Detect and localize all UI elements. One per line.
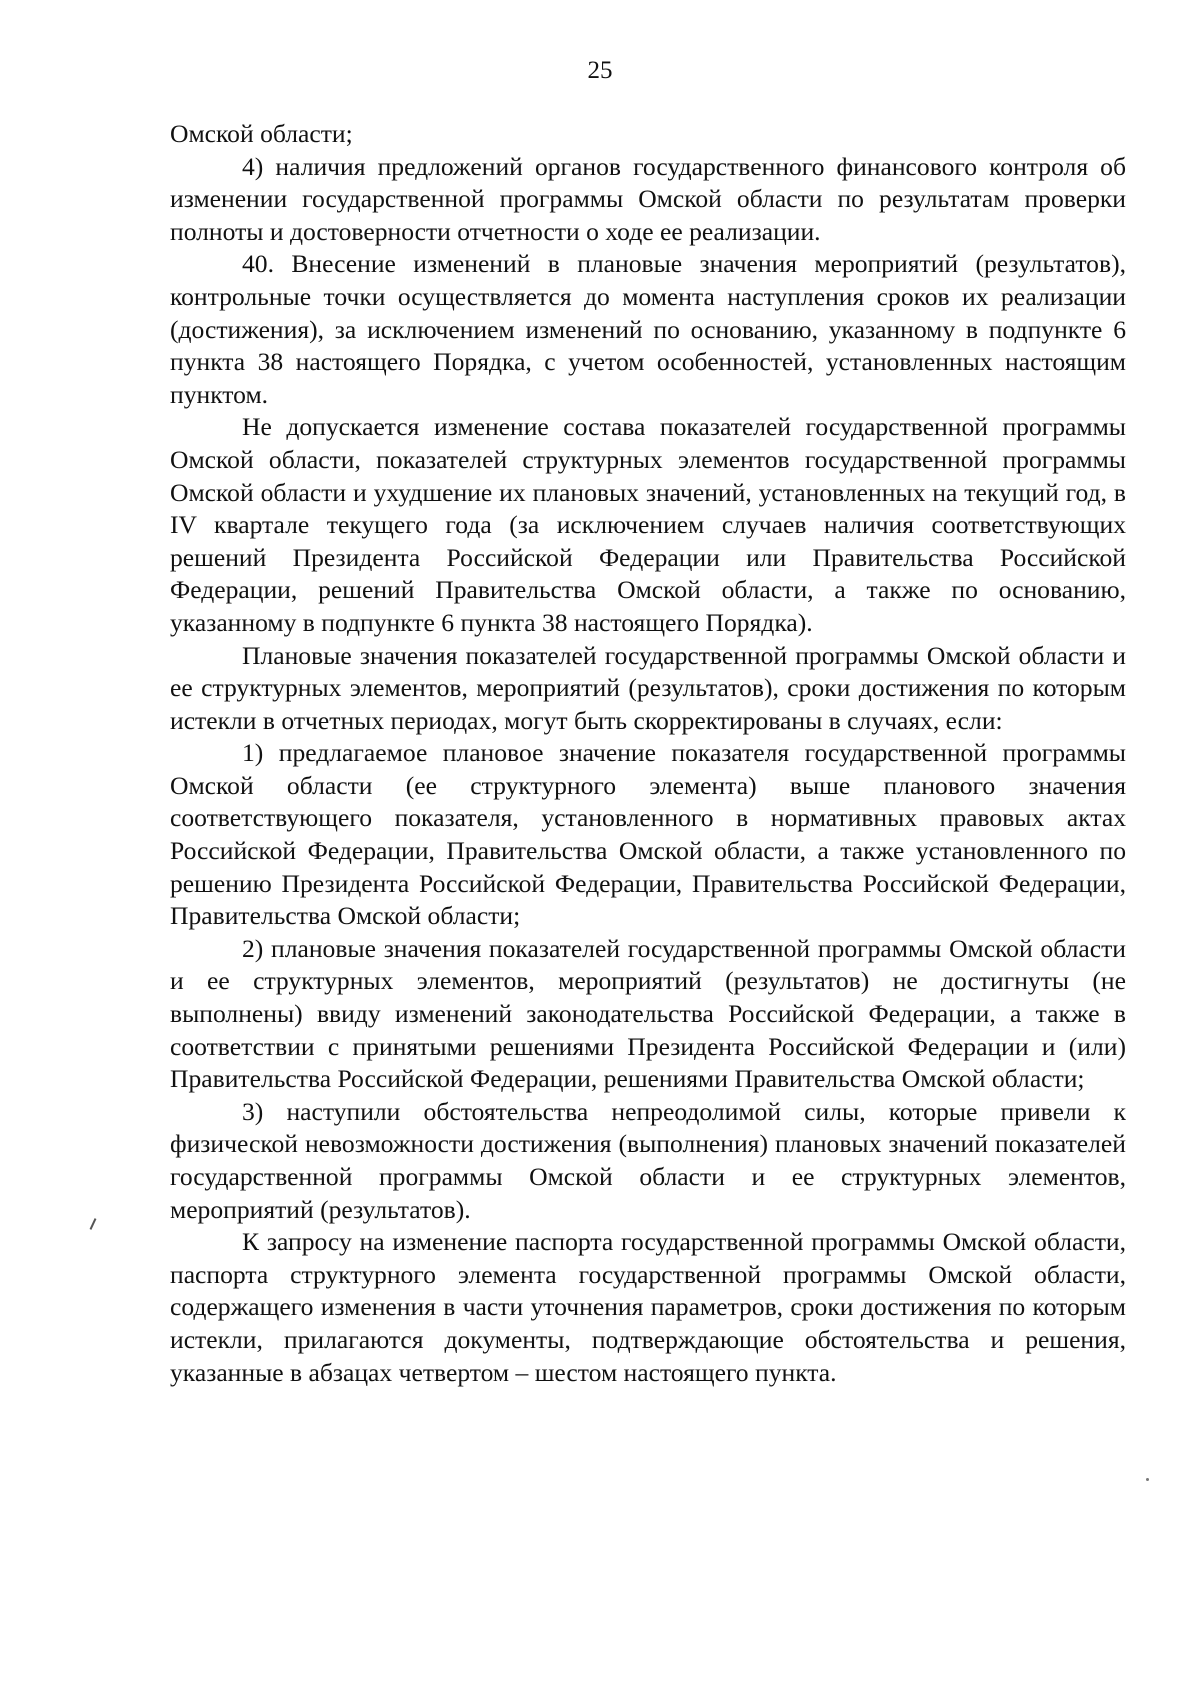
paragraph-case-2: 2) плановые значения показателей государственной программы Омской области и ее структурных элементов, мероприятий (результатов) не достигнуты (не выполнены) ввиду изменений законодательства Российской Федерации, а также в соответствии с принятыми решениями Президента Российской Федерации и (или) Правительства Российской Федерации, решениями Правительства Омской области;: [170, 933, 1126, 1094]
scan-mark: [90, 1218, 97, 1230]
document-body: [170, 118, 1126, 1389]
paragraph-item-4: 4) наличия предложений органов государственного финансового контроля об изменении государственной программы Омской области по результатам проверки полноты и достоверности отчетности о ходе ее реализации.: [170, 151, 1126, 246]
page-number: 25: [587, 57, 613, 84]
paragraph-correction-cases: Плановые значения показателей государственной программы Омской области и ее структурных элементов, мероприятий (результатов), сроки достижения по которым истекли в отчетных периодах, могут быть скорректированы в случаях, если:: [170, 640, 1126, 735]
paragraph-restriction: Не допускается изменение состава показателей государственной программы Омской области, показателей структурных элементов государственной программы Омской области и ухудшение их плановых значений, установленных на текущий год, в IV квартале текущего года (за исключением случаев наличия соответствующих решений Президента Российской Федерации или Правительства Российской Федерации, решений Правительства Омской области, а также по основанию, указанному в подпункте 6 пункта 38 настоящего Порядка).: [170, 412, 1126, 637]
paragraph-continuation: Омской области;: [170, 119, 353, 148]
paragraph-clause-40: 40. Внесение изменений в плановые значения мероприятий (результатов), контрольные точки осуществляется до момента наступления сроков их реализации (достижения), за исключением изменений по основанию, указанному в подпункте 6 пункта 38 настоящего Порядка, с учетом особенностей, установленных настоящим пунктом.: [170, 249, 1126, 409]
scan-dot: [1146, 1478, 1149, 1481]
paragraph-case-1: 1) предлагаемое плановое значение показателя государственной программы Омской области (ее структурного элемента) выше планового значения соответствующего показателя, установленного в нормативных правовых актах Российской Федерации, Правительства Омской области, а также установленного по решению Президента Российской Федерации, Правительства Российской Федерации, Правительства Омской области;: [170, 738, 1126, 931]
paragraph-attachments: К запросу на изменение паспорта государственной программы Омской области, паспорта структурного элемента государственной программы Омской области, содержащего изменения в части уточнения параметров, сроки достижения по которым истекли, прилагаются документы, подтверждающие обстоятельства и решения, указанные в абзацах четвертом – шестом настоящего пункта.: [170, 1227, 1126, 1387]
paragraph-case-3: 3) наступили обстоятельства непреодолимой силы, которые привели к физической невозможности достижения (выполнения) плановых значений показателей государственной программы Омской области и ее структурных элементов, мероприятий (результатов).: [170, 1096, 1126, 1224]
